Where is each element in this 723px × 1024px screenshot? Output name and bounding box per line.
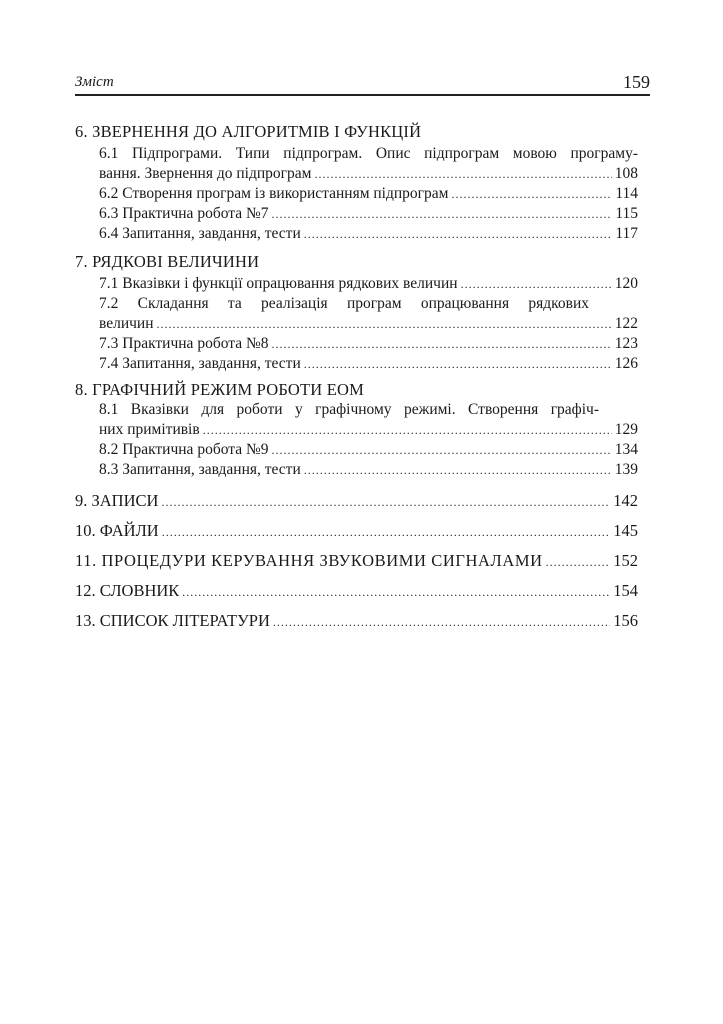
toc-entry-7-1 — [99, 274, 638, 294]
dot-leader — [162, 520, 611, 544]
toc-entry-7-2-line1: 7.2 Складання та реалізація програм опрацювання рядкових — [99, 295, 589, 312]
toc-entry-6-1-page: 108 — [614, 165, 638, 182]
toc-entry-7-3 — [99, 334, 638, 354]
toc-entry-7-2-page: 122 — [614, 315, 638, 332]
toc-entry-6-1-line2: вання. Звернення до підпрограм — [99, 165, 312, 182]
toc-chapter-7-title: 7. РЯДКОВІ ВЕЛИЧИНИ — [75, 252, 260, 271]
dot-leader — [182, 580, 610, 604]
toc-chapter-9-page: 142 — [613, 491, 638, 510]
toc-entry-8-2-title: 8.2 Практична робота №9 — [99, 441, 269, 458]
toc-entry-8-2-page: 134 — [614, 441, 638, 458]
toc-chapter-9-title: 9. ЗАПИСИ — [75, 491, 159, 510]
toc-entry-7-1-title: 7.1 Вказівки і функції опрацювання рядкових величин — [99, 275, 458, 292]
toc-chapter-8-title: 8. ГРАФІЧНИЙ РЕЖИМ РОБОТИ ЕОМ — [75, 380, 365, 399]
toc-chapter-10-title: 10. ФАЙЛИ — [75, 521, 159, 540]
toc-chapter-12 — [75, 579, 638, 603]
toc-entry-7-2-line2: величин — [99, 315, 154, 332]
toc-entry-7-1-page: 120 — [614, 275, 638, 292]
toc-entry-7-4-title: 7.4 Запитання, завдання, тести — [99, 355, 301, 372]
header-page-number: 159 — [623, 72, 650, 92]
toc-entry-8-2 — [99, 440, 638, 460]
dot-leader — [161, 490, 610, 514]
toc-entry-7-3-title: 7.3 Практична робота №8 — [99, 335, 269, 352]
toc-chapter-9 — [75, 489, 638, 513]
toc-chapter-6-title: 6. ЗВЕРНЕННЯ ДО АЛГОРИТМІВ І ФУНКЦІЙ — [75, 122, 422, 141]
toc-entry-6-2-page: 114 — [615, 185, 638, 202]
table-of-contents — [75, 120, 638, 633]
header-title: Зміст — [75, 74, 114, 90]
toc-entry-7-2 — [99, 314, 638, 334]
toc-entry-8-1 — [99, 420, 638, 440]
dot-leader — [272, 334, 612, 354]
toc-chapter-11 — [75, 549, 638, 573]
toc-entry-7-4 — [99, 354, 638, 374]
dot-leader — [304, 354, 612, 374]
dot-leader — [157, 314, 612, 334]
dot-leader — [304, 224, 613, 244]
toc-entry-8-3-title: 8.3 Запитання, завдання, тести — [99, 461, 301, 478]
toc-entry-6-3-title: 6.3 Практична робота №7 — [99, 205, 269, 222]
toc-entry-6-3 — [99, 204, 638, 224]
toc-chapter-13-title: 13. СПИСОК ЛІТЕРАТУРИ — [75, 611, 270, 630]
toc-chapter-11-page: 152 — [613, 551, 638, 570]
toc-chapter-6-sections — [99, 144, 638, 244]
dot-leader — [273, 610, 610, 634]
toc-entry-6-1 — [99, 164, 638, 184]
toc-entry-6-4-page: 117 — [615, 225, 638, 242]
toc-chapter-12-page: 154 — [613, 581, 638, 600]
toc-entry-7-4-page: 126 — [614, 355, 638, 372]
dot-leader — [461, 274, 612, 294]
dot-leader — [203, 420, 612, 440]
toc-entry-6-2 — [99, 184, 638, 204]
toc-entry-8-1-page: 129 — [614, 421, 638, 438]
toc-chapter-13 — [75, 609, 638, 633]
dot-leader — [314, 164, 611, 184]
dot-leader — [304, 460, 612, 480]
toc-entry-6-2-title: 6.2 Створення програм із використанням підпрограм — [99, 185, 449, 202]
toc-chapter-7-sections — [99, 274, 638, 374]
toc-chapter-10 — [75, 519, 638, 543]
toc-entry-6-4 — [99, 224, 638, 244]
toc-entry-8-3 — [99, 460, 638, 480]
toc-chapter-13-page: 156 — [613, 611, 638, 630]
running-header — [75, 68, 650, 96]
dot-leader — [451, 184, 612, 204]
dot-leader — [546, 550, 611, 574]
toc-entry-6-3-page: 115 — [615, 205, 638, 222]
toc-entry-6-1-line1: 6.1 Підпрограми. Типи підпрограм. Опис підпрограм мовою програму- — [99, 145, 638, 162]
toc-chapter-10-page: 145 — [613, 521, 638, 540]
toc-entry-7-3-page: 123 — [614, 335, 638, 352]
dot-leader — [272, 440, 612, 460]
toc-entry-8-3-page: 139 — [614, 461, 638, 478]
toc-chapter-8-sections — [99, 400, 638, 480]
toc-entry-8-1-line2: них примітивів — [99, 421, 200, 438]
toc-entry-8-1-line1: 8.1 Вказівки для роботи у графічному режимі. Створення графіч- — [99, 401, 599, 418]
toc-entry-6-4-title: 6.4 Запитання, завдання, тести — [99, 225, 301, 242]
toc-chapter-11-title: 11. ПРОЦЕДУРИ КЕРУВАННЯ ЗВУКОВИМИ СИГНАЛАМИ — [75, 551, 543, 570]
toc-chapter-12-title: 12. СЛОВНИК — [75, 581, 180, 600]
dot-leader — [272, 204, 613, 224]
